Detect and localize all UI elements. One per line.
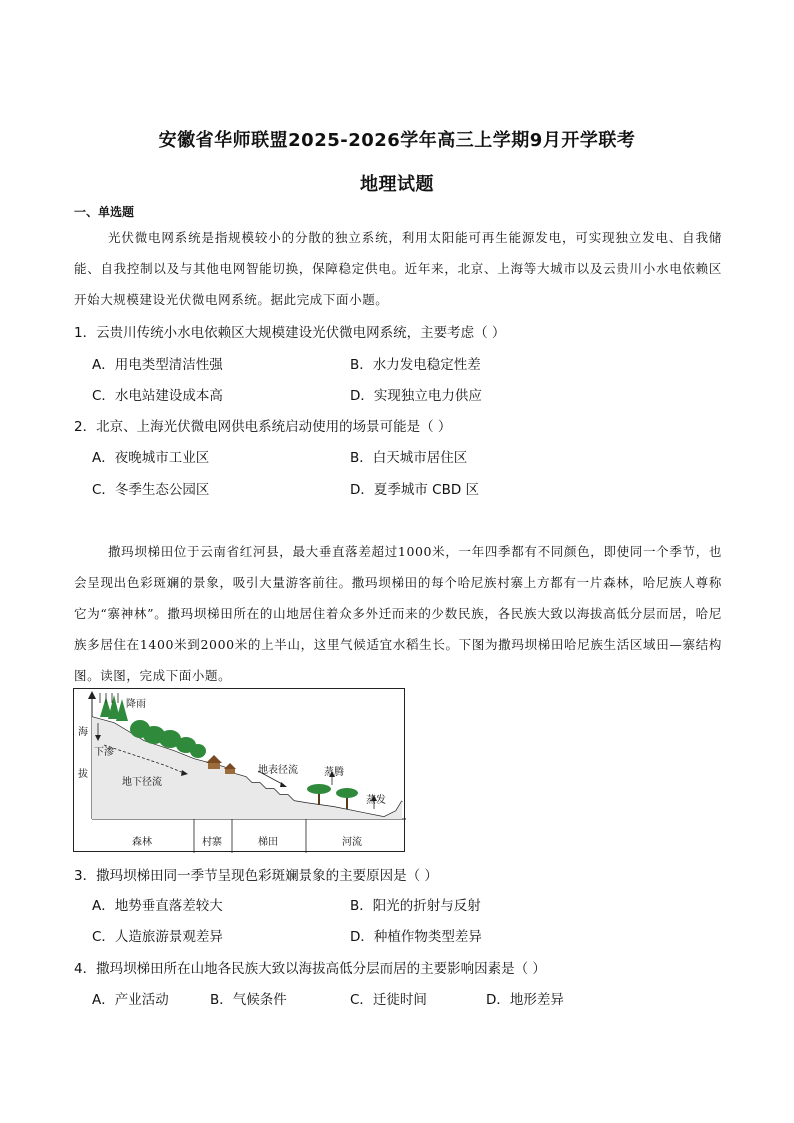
diagram-canvas: [74, 689, 406, 853]
question-2-option-d[interactable]: D．夏季城市 CBD 区: [350, 482, 480, 498]
evaporation-label: 蒸发: [366, 795, 386, 806]
question-2-option-c[interactable]: C．冬季生态公园区: [92, 482, 210, 498]
yaxis-label-top: 海: [78, 727, 88, 738]
question-4-option-d[interactable]: D．地形差异: [486, 992, 564, 1008]
section-heading: 一、单选题: [74, 205, 135, 219]
passage-1: 光伏微电网系统是指规模较小的分散的独立系统，利用太阳能可再生能源发电，可实现独立发电、自我储能、自我控制以及与其他电网智能切换，保障稳定供电。近年来，北京、上海等大城市以及云贵川小水电依赖区开始大规模建设光伏微电网系统。据此完成下面小题。: [74, 230, 722, 307]
question-4-option-b[interactable]: B．气候条件: [210, 992, 287, 1008]
question-1-option-c[interactable]: C．水电站建设成本高: [92, 388, 223, 404]
question-3-option-b[interactable]: B．阳光的折射与反射: [350, 898, 481, 914]
question-1-stem: 1．云贵川传统小水电依赖区大规模建设光伏微电网系统，主要考虑（ ）: [74, 325, 506, 341]
infiltration-label: 下渗: [94, 747, 114, 758]
zone-label-terrace: 梯田: [258, 837, 278, 848]
transpiration-label: 蒸腾: [324, 767, 344, 778]
question-3-option-d[interactable]: D．种植作物类型差异: [350, 929, 482, 945]
terrace-structure-diagram: [73, 688, 405, 852]
question-4-option-a[interactable]: A．产业活动: [92, 992, 169, 1008]
question-3-option-a[interactable]: A．地势垂直落差较大: [92, 898, 223, 914]
axis-arrow: [88, 691, 96, 699]
zone-label-river: 河流: [342, 837, 362, 848]
question-2-stem: 2．北京、上海光伏微电网供电系统启动使用的场景可能是（ ）: [74, 419, 452, 435]
passage-2: 撒玛坝梯田位于云南省红河县，最大垂直落差超过1000米，一年四季都有不同颜色，即使同一个季节，也会呈现出色彩斑斓的景象，吸引大量游客前往。撒玛坝梯田的每个哈尼族村寨上方都有一片森林，哈尼族人尊称它为“寨神林”。撒玛坝梯田所在的山地居住着众多外迁而来的少数民族，各民族大致以海拔高低分层而居，哈尼族多居住在1400米到2000米的上半山，这里气候适宜水稻生长。下图为撒玛坝梯田哈尼族生活区域田—寨结构图。读图，完成下面小题。: [74, 544, 722, 683]
question-2-option-a[interactable]: A．夜晚城市工业区: [92, 450, 210, 466]
question-3-option-c[interactable]: C．人造旅游景观差异: [92, 929, 223, 945]
zone-label-forest: 森林: [132, 837, 152, 848]
question-2-option-b[interactable]: B．白天城市居住区: [350, 450, 468, 466]
surface-runoff-label: 地表径流: [258, 765, 298, 776]
question-1-option-a[interactable]: A．用电类型清洁性强: [92, 357, 223, 373]
zone-label-village: 村寨: [202, 837, 222, 848]
question-4-stem: 4．撒玛坝梯田所在山地各民族大致以海拔高低分层而居的主要影响因素是（ ）: [74, 961, 546, 977]
exam-title: 安徽省华师联盟2025-2026学年高三上学期9月开学联考: [158, 130, 636, 151]
rain-label: 降雨: [126, 699, 146, 710]
question-1-option-d[interactable]: D．实现独立电力供应: [350, 388, 482, 404]
exam-subject: 地理试题: [360, 174, 434, 195]
yaxis-label-bottom: 拔: [78, 769, 88, 780]
question-4-option-c[interactable]: C．迁徙时间: [350, 992, 427, 1008]
question-3-stem: 3．撒玛坝梯田同一季节呈现色彩斑斓景象的主要原因是（ ）: [74, 868, 438, 884]
groundwater-label: 地下径流: [122, 777, 162, 788]
question-1-option-b[interactable]: B．水力发电稳定性差: [350, 357, 481, 373]
